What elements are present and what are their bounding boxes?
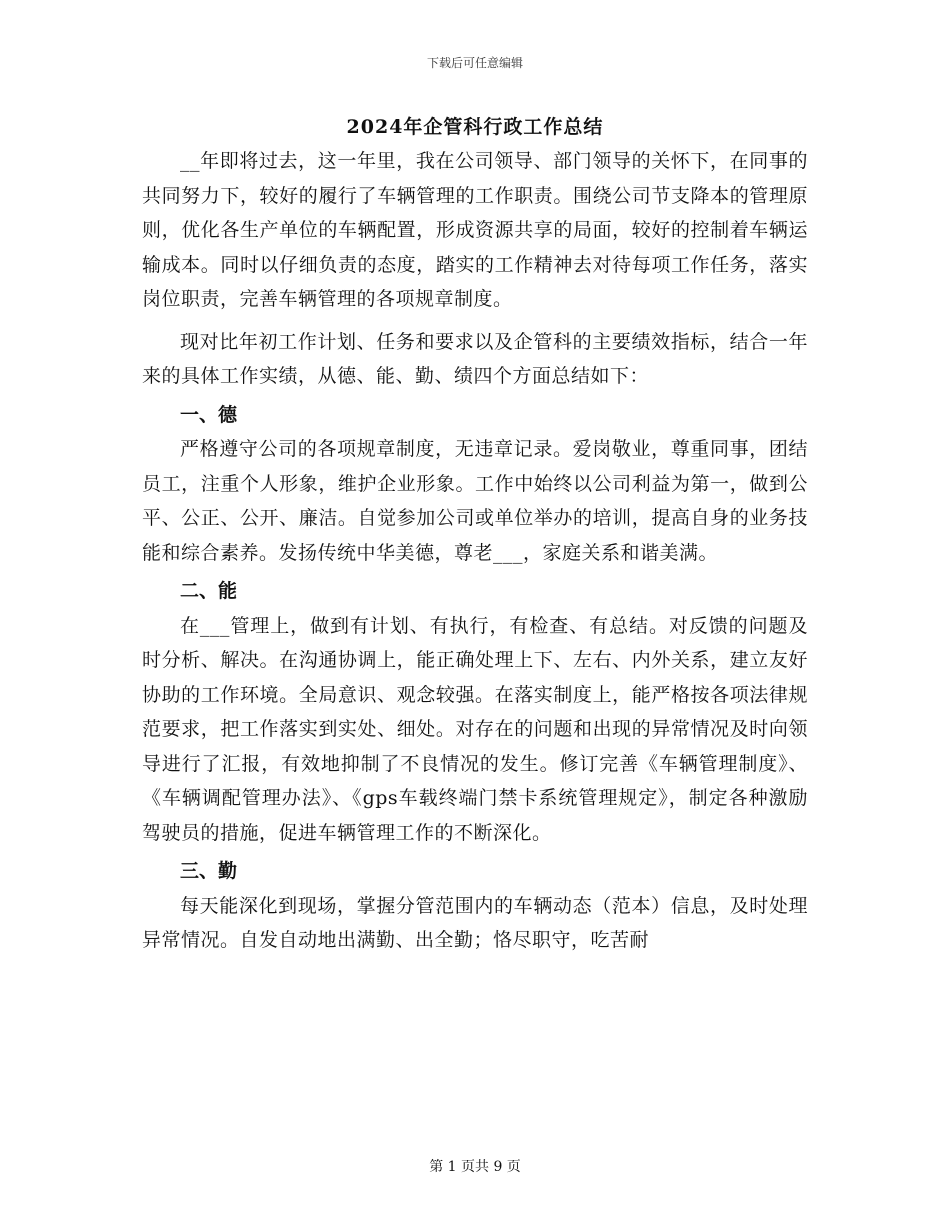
intro-paragraph-2: 现对比年初工作计划、任务和要求以及企管科的主要绩效指标，结合一年来的具体工作实绩，从德、能、勤、绩四个方面总结如下： [142, 330, 808, 387]
page-header-note: 下载后可任意编辑 [426, 56, 523, 70]
document-title: 2024年企管科行政工作总结 [346, 116, 604, 138]
section-body-de: 严格遵守公司的各项规章制度，无违章记录。爱岗敬业，尊重同事，团结员工，注重个人形象，维护企业形象。工作中始终以公司利益为第一，做到公平、公正、公开、廉洁。自觉参加公司或单位举办的培训，提高自身的业务技能和综合素养。发扬传统中华美德，尊老___，家庭关系和谐美满。 [142, 438, 808, 564]
section-heading-qin: 三、勤 [180, 860, 238, 882]
section-body-neng: 在___管理上，做到有计划、有执行，有检查、有总结。对反馈的问题及时分析、解决。在沟通协调上，能正确处理上下、左右、内外关系，建立友好协助的工作环境。全局意识、观念较强。在落实制度上，能严格按各项法律规范要求，把工作落实到实处、细处。对存在的问题和出现的异常情况及时向领导进行了汇报，有效地抑制了不良情况的发生。修订完善《车辆管理制度》、《车辆调配管理办法》、《gps车载终端门禁卡系统管理规定》，制定各种激励驾驶员的措施，促进车辆管理工作的不断深化。 [142, 614, 808, 844]
intro-paragraph-1: __年即将过去，这一年里，我在公司领导、部门领导的关怀下，在同事的共同努力下，较好的履行了车辆管理的工作职责。围绕公司节支降本的管理原则，优化各生产单位的车辆配置，形成资源共享的局面，较好的控制着车辆运输成本。同时以仔细负责的态度，踏实的工作精神去对待每项工作任务，落实岗位职责，完善车辆管理的各项规章制度。 [142, 150, 808, 310]
page-footer: 第 1 页共 9 页 [429, 1159, 521, 1175]
section-heading-de: 一、德 [180, 403, 238, 426]
document-body [142, 112, 808, 958]
section-heading-neng: 二、能 [180, 580, 238, 602]
section-body-qin: 每天能深化到现场，掌握分管范围内的车辆动态（范本）信息，及时处理异常情况。自发自动地出满勤、出全勤；恪尽职守，吃苦耐 [142, 894, 808, 951]
